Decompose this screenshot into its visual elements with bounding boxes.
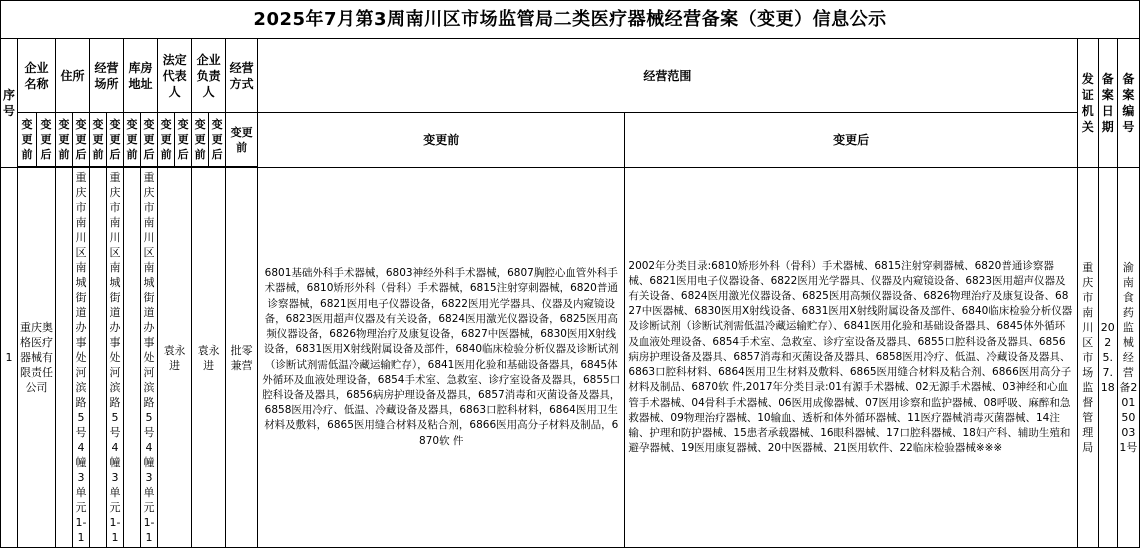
subheader-address-before: 变更前 — [56, 113, 73, 167]
cell-place-after: 重庆市南川区南城街道办事处河滨路5号4幢3单元1-1 — [107, 168, 124, 548]
cell-place-before — [90, 168, 107, 548]
subheader-scope-after: 变更后 — [625, 113, 1077, 168]
subheader-warehouse-after: 变更后 — [141, 113, 158, 167]
header-issuer: 发证机关 — [1077, 39, 1098, 168]
cell-record-date: 2025.7.18 — [1098, 168, 1117, 548]
cell-address-after: 重庆市南川区南城街道办事处河滨路5号4幢3单元1-1 — [73, 168, 90, 548]
subheader-company-before: 变更前 — [18, 113, 37, 167]
header-company-name: 企业名称 — [18, 39, 56, 113]
cell-warehouse-after: 重庆市南川区南城街道办事处河滨路5号4幢3单元1-1 — [141, 168, 158, 548]
header-seq: 序号 — [1, 39, 18, 168]
cell-company-name: 重庆奥格医疗器械有限责任公司 — [18, 168, 56, 548]
header-record-no: 备案编号 — [1117, 39, 1139, 168]
subheader-scope-before: 变更前 — [258, 113, 625, 168]
table-row — [1, 168, 1140, 548]
subheader-company-after: 变更后 — [37, 113, 56, 167]
subheader-place-after: 变更后 — [107, 113, 124, 167]
page-title: 2025年7月第3周南川区市场监管局二类医疗器械经营备案（变更）信息公示 — [0, 0, 1140, 38]
subheader-warehouse-before: 变更前 — [124, 113, 141, 167]
subheader-legal-after: 变更后 — [175, 113, 192, 167]
subheader-principal-after: 变更后 — [209, 113, 226, 167]
header-business-place: 经营场所 — [90, 39, 124, 113]
header-address: 住所 — [56, 39, 90, 113]
header-scope: 经营范围 — [258, 39, 1078, 113]
subheader-place-before: 变更前 — [90, 113, 107, 167]
subheader-mode-before: 变更前 — [226, 113, 258, 167]
header-legal-rep: 法定代表人 — [158, 39, 192, 113]
cell-seq: 1 — [1, 168, 18, 548]
cell-principal: 袁永进 — [192, 168, 226, 548]
cell-issuer: 重庆市南川区市场监督管理局 — [1077, 168, 1098, 548]
record-table — [0, 38, 1140, 548]
cell-scope-after: 2002年分类目录:6810矫形外科（骨科）手术器械、6815注射穿刺器械、6820普通诊察器械、6821医用电子仪器设备、6822医用光学器具、仪器及内窥镜设备、6823医用超声仪器及有关设备、6824医用激光仪器设备、6825医用高频仪器设备、6826物理治疗及康复设备、6827中医器械、6830医用X射线设备、6831医用X射线附属设备及部件、6840临床检验分析仪器及诊断试剂（诊断试剂需低温冷藏运输贮存）、6841医用化验和基础设备器具、6845体外循环及血液处理设备、6854手术室、急救室、诊疗室设备及器具、6855口腔科设备及器具、6856病房护理设备及器具、6857消毒和灭菌设备及器具、6858医用冷疗、低温、冷藏设备及器具、6863口腔科材料、6864医用卫生材料及敷料、6865医用缝合材料及粘合剂、6866医用高分子材料及制品、6870软 件,2017年分类目录:01有源手术器械、02无源手术器械、03神经和心血管手术器械、04骨科手术器械、06医用成像器械、07医用诊察和监护器械、08呼吸、麻醉和急救器械、09物理治疗器械、10输血、透析和体外循环器械、11医疗器械消毒灭菌器械、14注输、护理和防护器械、15患者承载器械、16眼科器械、17口腔科器械、18妇产科、辅助生殖和避孕器械、19医用康复器械、20中医器械、21医用软件、22临床检验器械※※※ — [625, 168, 1077, 548]
cell-scope-before: 6801基础外科手术器械，6803神经外科手术器械，6807胸腔心血管外科手术器械，6810矫形外科（骨科）手术器械，6815注射穿刺器械，6820普通诊察器械，6821医用电子仪器设备，6822医用光学器具、仪器及内窥镜设备，6823医用超声仪器及有关设备，6824医用激光仪器设备，6825医用高频仪器设备，6826物理治疗及康复设备，6827中医器械，6830医用X射线设备，6831医用X射线附属设备及部件，6840临床检验分析仪器及诊断试剂（诊断试剂需低温冷藏运输贮存），6841医用化验和基础设备器具，6845体外循环及血液处理设备，6854手术室、急救室、诊疗室设备及器具，6855口腔科设备及器具，6856病房护理设备及器具，6857消毒和灭菌设备及器具，6858医用冷疗、低温、冷藏设备及器具，6863口腔科材料，6864医用卫生材料及敷料，6865医用缝合材料及粘合剂，6866医用高分子材料及制品，6870软 件 — [258, 168, 625, 548]
header-principal: 企业负责人 — [192, 39, 226, 113]
cell-record-no: 渝南食药监械经营备20150031号 — [1117, 168, 1139, 548]
subheader-legal-before: 变更前 — [158, 113, 175, 167]
subheader-address-after: 变更后 — [73, 113, 90, 167]
header-record-date: 备案日期 — [1098, 39, 1117, 168]
cell-business-mode: 批零兼营 — [226, 168, 258, 548]
cell-legal-rep: 袁永进 — [158, 168, 192, 548]
subheader-principal-before: 变更前 — [192, 113, 209, 167]
cell-warehouse-before — [124, 168, 141, 548]
header-business-mode: 经营方式 — [226, 39, 258, 113]
header-warehouse: 库房地址 — [124, 39, 158, 113]
cell-address-before — [56, 168, 73, 548]
